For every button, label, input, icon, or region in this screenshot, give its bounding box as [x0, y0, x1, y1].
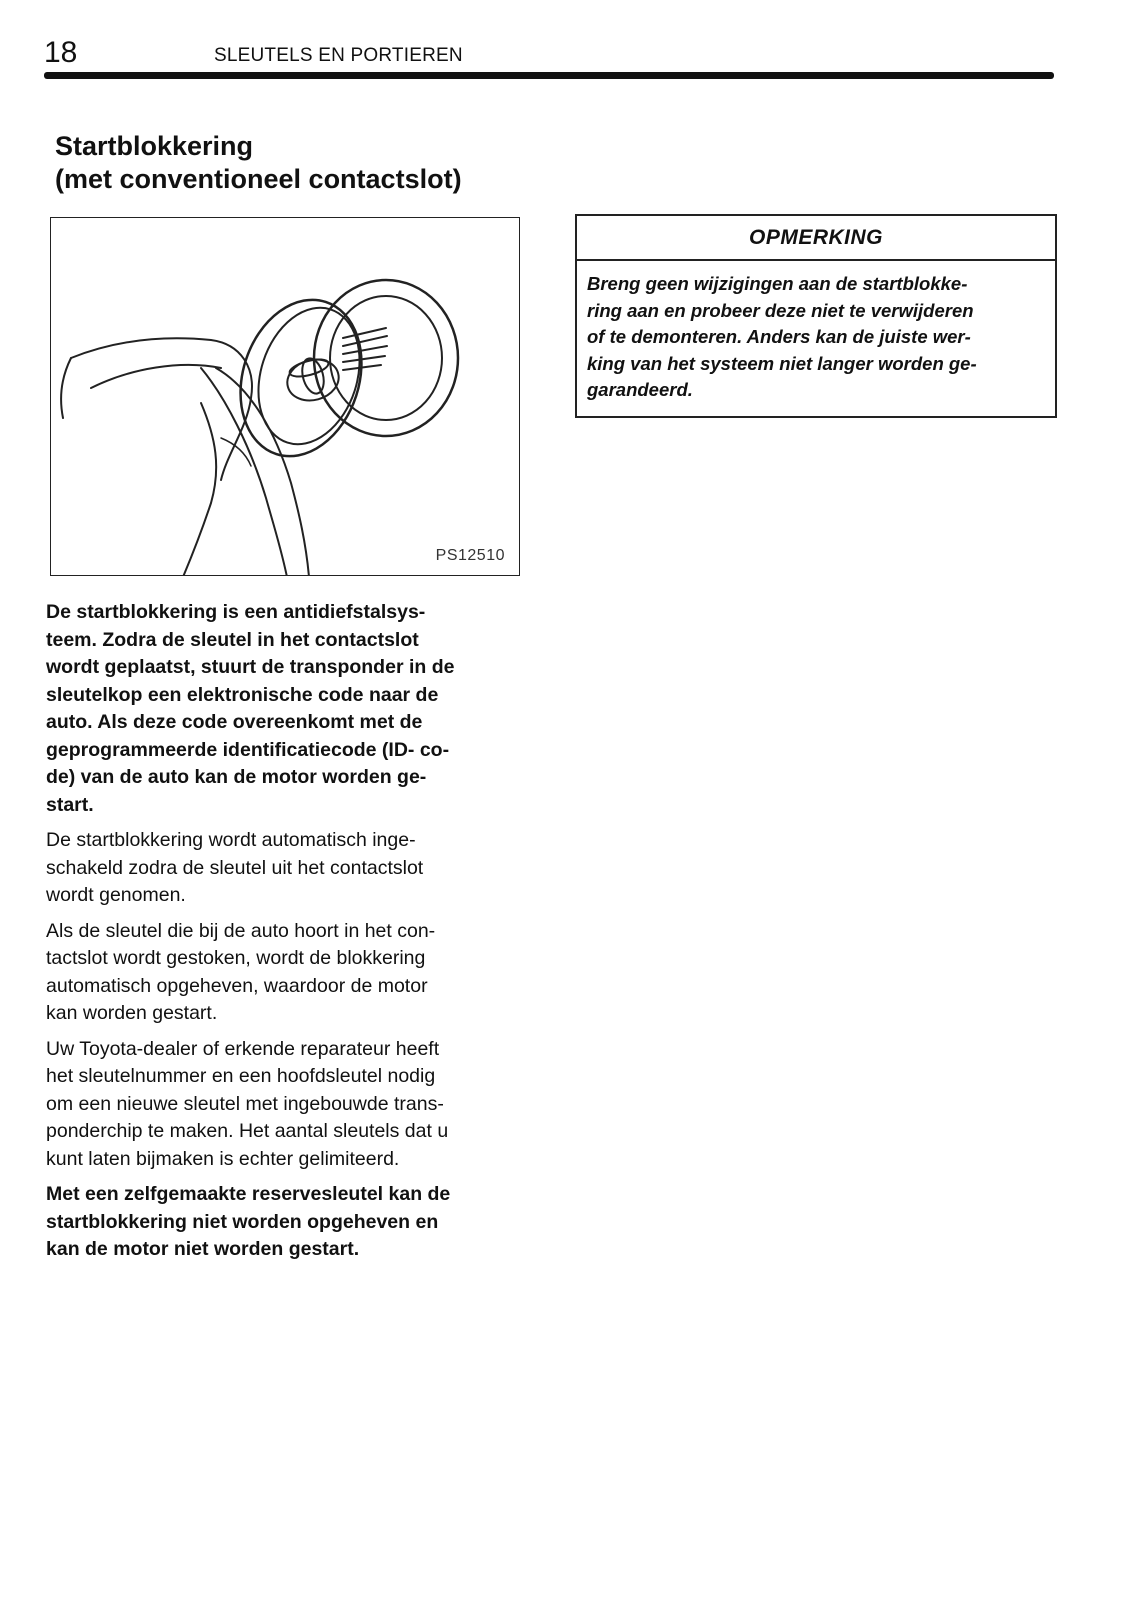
text-line: geprogrammeerde identificatiecode (ID- co-: [46, 738, 450, 761]
text-line: teem. Zodra de sleutel in het contactslot: [46, 628, 419, 651]
text-line: tactslot wordt gestoken, wordt de blokkering: [46, 947, 426, 969]
text-line: wordt geplaatst, stuurt de transponder in de: [46, 656, 455, 678]
paragraph-deactivation: [46, 918, 536, 1028]
figure-code: PS12510: [435, 547, 505, 564]
hand-thumb: [71, 338, 252, 480]
text-line: Als de sleutel die bij de auto hoort in het con-: [46, 919, 436, 942]
page-number: 18: [44, 36, 78, 69]
ignition-key-illustration: [50, 217, 520, 576]
text-line: ponderchip te maken. Het aantal sleutels dat u: [46, 1120, 449, 1142]
text-line: startblokkering niet worden opgeheven en: [46, 1210, 439, 1233]
text-line: Uw Toyota-dealer of erkende reparateur heeft: [46, 1037, 440, 1060]
text-line: om een nieuwe sleutel met ingebouwde trans-: [46, 1092, 444, 1115]
header-rule: [44, 72, 1054, 79]
text-line: Met een zelfgemaakte reservesleutel kan de: [46, 1183, 451, 1205]
hand-finger-lower: [201, 368, 287, 576]
text-line: kan worden gestart.: [46, 1002, 218, 1024]
notice-line: king van het systeem niet langer worden ge-: [587, 352, 977, 374]
text-line: De startblokkering wordt automatisch inge-: [46, 829, 416, 851]
text-line: wordt genomen.: [46, 884, 186, 906]
ignition-bezel-outer: [314, 280, 458, 436]
paragraph-dealer: [46, 1036, 536, 1174]
hand-knuckle: [183, 403, 216, 576]
paragraph-intro: [46, 599, 536, 819]
text-line: automatisch opgeheven, waardoor de motor: [46, 974, 428, 997]
section-title: SLEUTELS EN PORTIEREN: [214, 45, 463, 66]
key-blade: [343, 328, 387, 370]
page-title-line-1: Startblokkering: [55, 131, 254, 161]
text-line: schakeld zodra de sleutel uit het contactslot: [46, 856, 424, 879]
paragraph-warning: [46, 1181, 536, 1264]
paragraph-auto-activation: [46, 827, 536, 910]
text-line: kunt laten bijmaken is echter gelimiteerd.: [46, 1147, 400, 1170]
body-text: [46, 599, 536, 1272]
notice-title: OPMERKING: [577, 216, 1055, 261]
text-line: de) van de auto kan de motor worden ge-: [46, 766, 427, 788]
notice-text: [577, 261, 1055, 404]
ignition-bezel-inner: [330, 296, 442, 420]
notice-box: [575, 214, 1057, 418]
text-line: het sleutelnummer en een hoofdsleutel nodig: [46, 1065, 436, 1087]
page-title: [55, 130, 462, 196]
page-title-line-2: (met conventioneel contactslot): [55, 164, 462, 194]
notice-line: Breng geen wijzigingen aan de startblokke-: [587, 273, 968, 294]
text-line: auto. Als deze code overeenkomt met de: [46, 711, 423, 733]
notice-line: ring aan en probeer deze niet te verwijderen: [587, 299, 974, 321]
text-line: sleutelkop een elektronische code naar de: [46, 683, 439, 706]
text-line: start.: [46, 793, 94, 816]
text-line: De startblokkering is een antidiefstalsys-: [46, 601, 426, 623]
hand-wrist: [61, 358, 71, 418]
hand-finger-curl: [216, 368, 309, 576]
text-line: kan de motor niet worden gestart.: [46, 1238, 360, 1260]
key-in-ignition-drawing: [51, 218, 520, 576]
notice-line: of te demonteren. Anders kan de juiste wer-: [587, 326, 971, 347]
notice-line: garandeerd.: [587, 379, 693, 400]
